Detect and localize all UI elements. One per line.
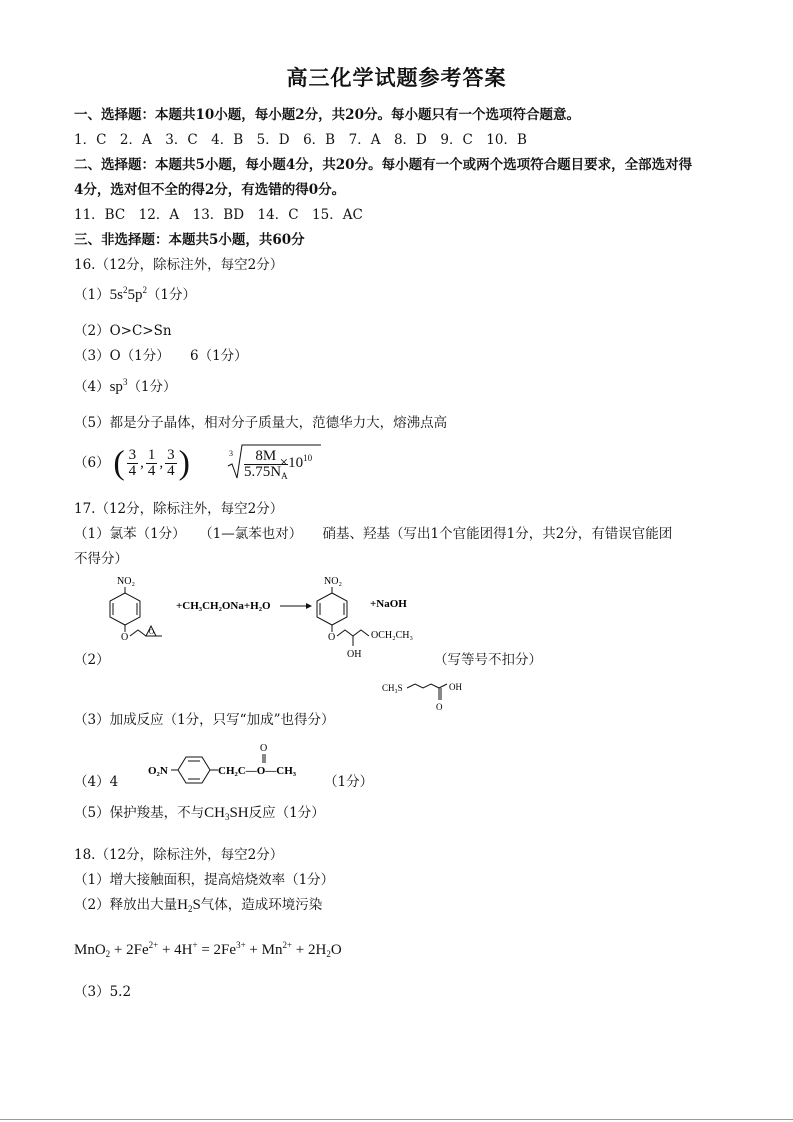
q16-header: 16.（12分，除标注外，每空2分） <box>74 257 284 273</box>
section1-answers: 1．C 2．A 3．C 4．B 5．D 6．B 7．A 8．D 9．C 10．B <box>74 132 527 148</box>
svg-text:O: O <box>436 702 443 712</box>
svg-text:O: O <box>260 743 268 754</box>
page-title: 高三化学试题参考答案 <box>286 65 507 90</box>
reaction-scheme <box>100 570 460 670</box>
page-bottom-rule <box>0 1119 793 1120</box>
q18-answer-1: （1）增大接触面积，提高焙烧效率（1分） <box>74 872 335 888</box>
q17-header: 17.（12分，除标注外，每空2分） <box>74 501 284 517</box>
svg-text:OH: OH <box>449 682 462 692</box>
q17-answer-1-line1: （1）氯苯（1分） （1—氯苯也对） 硝基、羟基（写出1个官能团得1分，共2分，有错误官能团 <box>74 526 673 542</box>
section2-header-line2: 4分，选对但不全的得2分，有选错的得0分。 <box>74 182 346 198</box>
q17-answer-4-note: （1分） <box>324 774 374 790</box>
q18-header: 18.（12分，除标注外，每空2分） <box>74 847 284 863</box>
q17-answer-4-label: （4）4 <box>74 774 119 790</box>
cube-root-expression: 3 $\frac{8M}{5.75N_A}$ <box>226 442 290 486</box>
q17-answer-1-line2: 不得分） <box>74 551 128 567</box>
reagents-label: +CH₃CH₂ONa+H₂O <box>176 600 271 612</box>
svg-text:CH₃S: CH₃S <box>382 683 403 693</box>
q16-answer-2: （2）O>C>Sn <box>74 323 172 339</box>
svg-text:O: O <box>328 632 336 643</box>
reactant-structure <box>110 576 162 643</box>
q16-answer-3: （3）O（1分） 6（1分） <box>74 348 248 364</box>
ester-structure <box>146 740 326 790</box>
q17-answer-2-note: （写等号不扣分） <box>434 652 542 668</box>
q18-redox-equation: $MnO_2 + 2Fe^{2+} + 4H^+ = 2Fe^{3+} + Mn^{2+} + 2H_2O$ <box>74 940 342 959</box>
fractional-coordinates: ( $\frac{3}{4}$ , $\frac{1}{4}$ , $\frac{3}{4}$ ) <box>113 444 190 482</box>
q16-answer-1: $(1)5s^25p^2(1$分） <box>74 285 197 303</box>
svg-text:CH₂C—O—CH₃: CH₂C—O—CH₃ <box>218 765 297 777</box>
ethoxy-label: OCH₂CH₃ <box>371 630 413 641</box>
q17-answer-2-label: （2） <box>74 652 110 668</box>
product-structure <box>317 576 413 660</box>
q16-answer-6: （6） ( $\frac{3}{4}$ , $\frac{1}{4}$ , $\frac{3}{4}$ ) 3 $\frac{8M}{5.75N_A}$ $\times 10^{10}$ <box>74 436 312 486</box>
svg-text:NO₂: NO₂ <box>324 576 342 587</box>
svg-text:O: O <box>149 628 155 636</box>
q18-answer-3: （3）5.2 <box>74 984 132 1000</box>
q16-answer-4: $(4)sp^3(1$分） <box>74 377 177 395</box>
q18-answer-2: （2）释放出大量$H_2S$气体，造成环境污染 <box>74 897 323 914</box>
hydroxyl-label: OH <box>347 649 362 660</box>
q16-answer-5: （5）都是分子晶体，相对分子质量大，范德华力大，熔沸点高 <box>74 415 448 431</box>
q17-answer-5: （5）保护羧基，不与$CH_3SH$反应（1分） <box>74 805 325 822</box>
byproduct-label: +NaOH <box>370 598 407 610</box>
section2-answers: 11．BC 12．A 13．BD 14．C 15．AC <box>74 207 363 223</box>
nitro-group-label: NO₂ <box>117 576 135 587</box>
thioether-acid-structure <box>380 676 480 716</box>
q17-answer-3: （3）加成反应（1分，只写“加成”也得分） <box>74 712 335 728</box>
section2-header-line1: 二、选择题：本题共5小题，每小题4分，共20分。每小题有一个或两个选项符合题目要求，全部选对得 <box>74 157 693 173</box>
svg-text:O: O <box>121 632 129 643</box>
svg-text:O₂N: O₂N <box>148 765 168 777</box>
section3-header: 三、非选择题：本题共5小题，共60分 <box>74 232 305 248</box>
section1-header: 一、选择题：本题共10小题，每小题2分，共20分。每小题只有一个选项符合题意。 <box>74 107 580 123</box>
